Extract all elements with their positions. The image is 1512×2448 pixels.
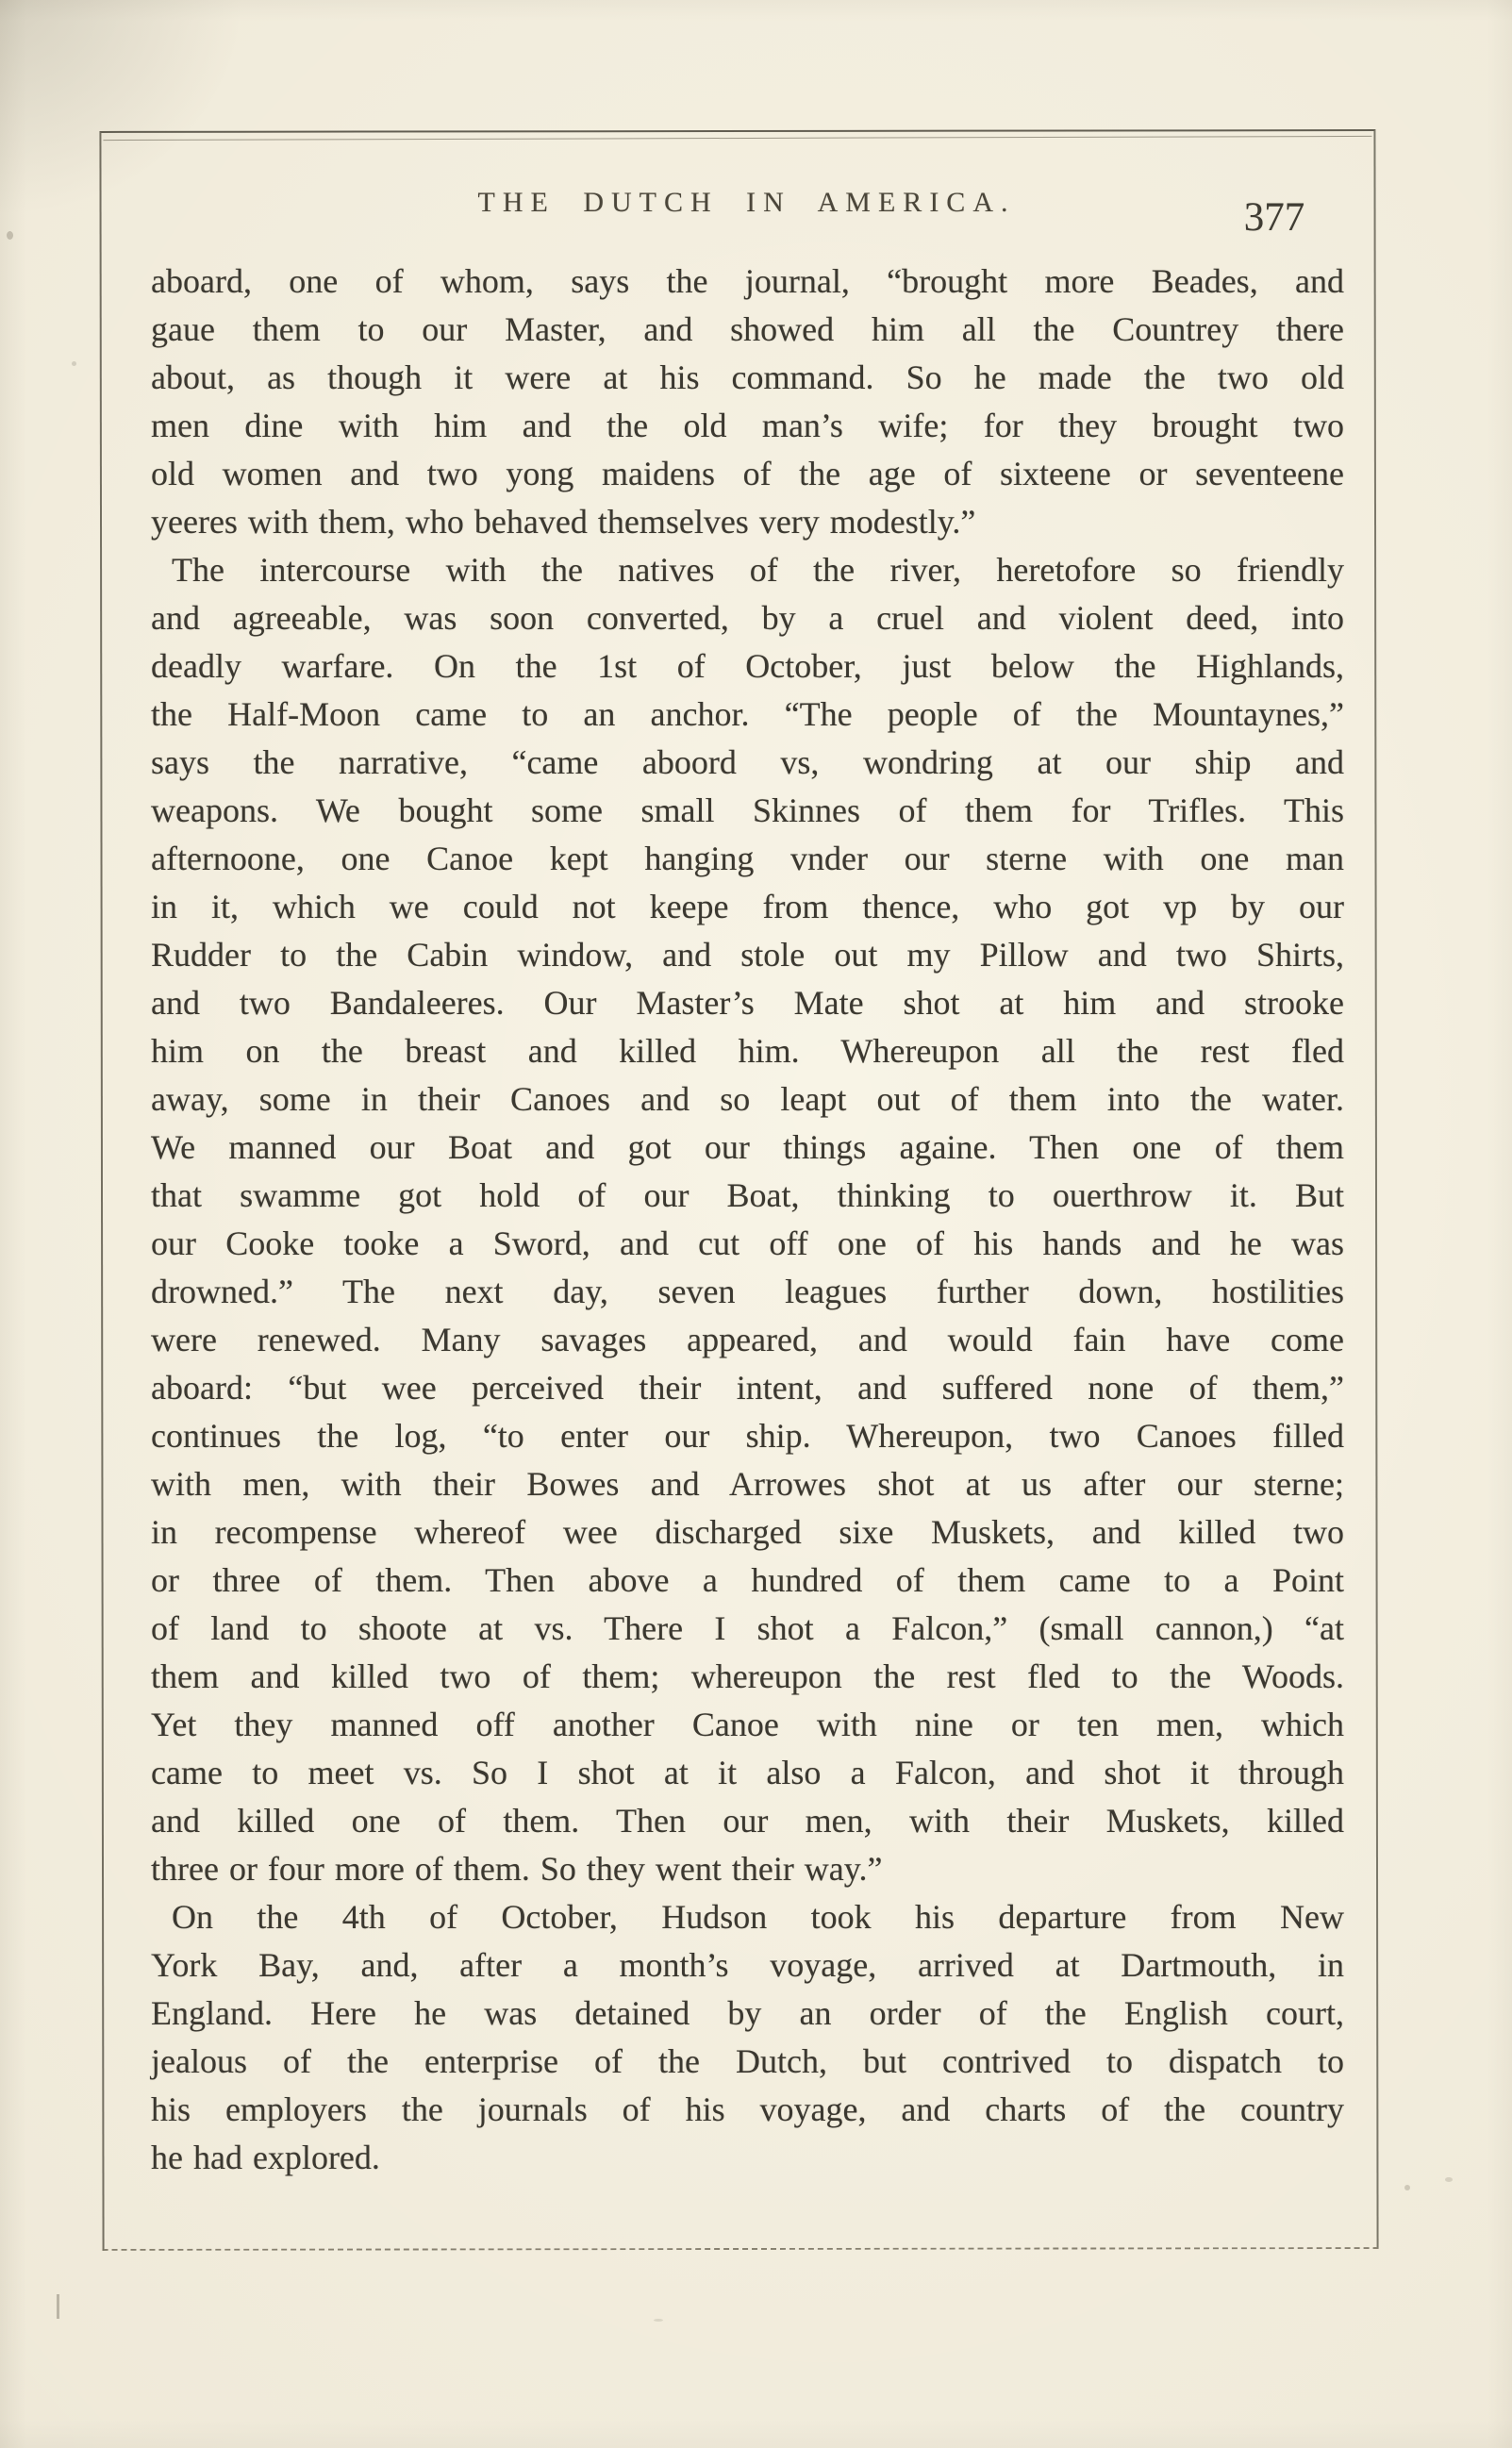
text-line: We manned our Boat and got our things againe. Then one of them: [151, 1128, 1344, 1166]
text-line: came to meet vs. So I shot at it also a Falcon, and shot it through: [151, 1754, 1344, 1791]
text-line: them and killed two of them; whereupon the rest fled to the Woods.: [151, 1657, 1344, 1695]
paper-speck: [7, 231, 13, 240]
paper-speck: [1445, 2177, 1453, 2182]
text-line: of land to shoote at vs. There I shot a Falcon,” (small cannon,) “at: [151, 1609, 1344, 1647]
text-line: continues the log, “to enter our ship. Whereupon, two Canoes filled: [151, 1417, 1344, 1455]
text-line: men dine with him and the old man’s wife; for they brought two: [151, 407, 1344, 444]
text-line: The intercourse with the natives of the river, heretofore so friendly: [172, 551, 1344, 589]
text-line: old women and two yong maidens of the age of sixteene or seventeene: [151, 455, 1344, 492]
text-line: his employers the journals of his voyage, and charts of the country: [151, 2090, 1344, 2128]
text-line: jealous of the enterprise of the Dutch, but contrived to dispatch to: [151, 2042, 1344, 2080]
text-line: or three of them. Then above a hundred of them came to a Point: [151, 1561, 1344, 1599]
text-line: York Bay, and, after a month’s voyage, arrived at Dartmouth, in: [151, 1946, 1344, 1984]
text-line: Rudder to the Cabin window, and stole out my Pillow and two Shirts,: [151, 936, 1344, 974]
body-text: [151, 258, 1344, 2182]
text-line: says the narrative, “came aboord vs, wondring at our ship and: [151, 743, 1344, 781]
text-line: Yet they manned off another Canoe with nine or ten men, which: [151, 1706, 1344, 1743]
text-line: gaue them to our Master, and showed him all the Countrey there: [151, 310, 1344, 348]
text-line: and killed one of them. Then our men, with their Muskets, killed: [151, 1802, 1344, 1840]
text-line: aboard, one of whom, says the journal, “brought more Beades, and: [151, 262, 1344, 300]
text-line: about, as though it were at his command. So he made the two old: [151, 358, 1344, 396]
text-line: he had explored.: [151, 2139, 380, 2176]
text-line: three or four more of them. So they went their way.”: [151, 1850, 883, 1888]
page-number: 377: [1243, 195, 1305, 240]
running-head: THE DUTCH IN AMERICA.: [477, 187, 1016, 218]
text-line: were renewed. Many savages appeared, and would fain have come: [151, 1321, 1344, 1358]
text-line: aboard: “but wee perceived their intent, and suffered none of them,”: [151, 1369, 1344, 1407]
text-line: that swamme got hold of our Boat, thinking to ouerthrow it. But: [151, 1176, 1344, 1214]
text-line: weapons. We bought some small Skinnes of them for Trifles. This: [151, 791, 1344, 829]
text-line: him on the breast and killed him. Whereupon all the rest fled: [151, 1032, 1344, 1070]
text-line: and two Bandaleeres. Our Master’s Mate shot at him and strooke: [151, 984, 1344, 1022]
text-line: in recompense whereof wee discharged sixe Muskets, and killed two: [151, 1513, 1344, 1551]
text-line: our Cooke tooke a Sword, and cut off one of his hands and he was: [151, 1224, 1344, 1262]
text-line: deadly warfare. On the 1st of October, just below the Highlands,: [151, 647, 1344, 685]
text-line: the Half-Moon came to an anchor. “The people of the Mountaynes,”: [151, 695, 1344, 733]
text-line: in it, which we could not keepe from thence, who got vp by our: [151, 888, 1344, 925]
text-line: On the 4th of October, Hudson took his departure from New: [172, 1898, 1344, 1936]
paper-speck: [1102, 275, 1106, 280]
text-line: drowned.” The next day, seven leagues further down, hostilities: [151, 1273, 1344, 1310]
paper-speck: [1404, 2185, 1410, 2190]
text-line: away, some in their Canoes and so leapt out of them into the water.: [151, 1080, 1344, 1118]
text-line: yeeres with them, who behaved themselves very modestly.”: [151, 503, 976, 541]
paper-speck: [654, 2319, 663, 2322]
text-line: with men, with their Bowes and Arrowes shot at us after our sterne;: [151, 1465, 1344, 1503]
text-line: England. Here he was detained by an order of the English court,: [151, 1994, 1344, 2032]
text-line: and agreeable, was soon converted, by a cruel and violent deed, into: [151, 599, 1344, 637]
paper-speck: [72, 361, 76, 366]
text-line: afternoone, one Canoe kept hanging vnder our sterne with one man: [151, 840, 1344, 877]
scan-artifact-mark: [57, 2294, 59, 2319]
double-rule-line: [103, 136, 1371, 141]
